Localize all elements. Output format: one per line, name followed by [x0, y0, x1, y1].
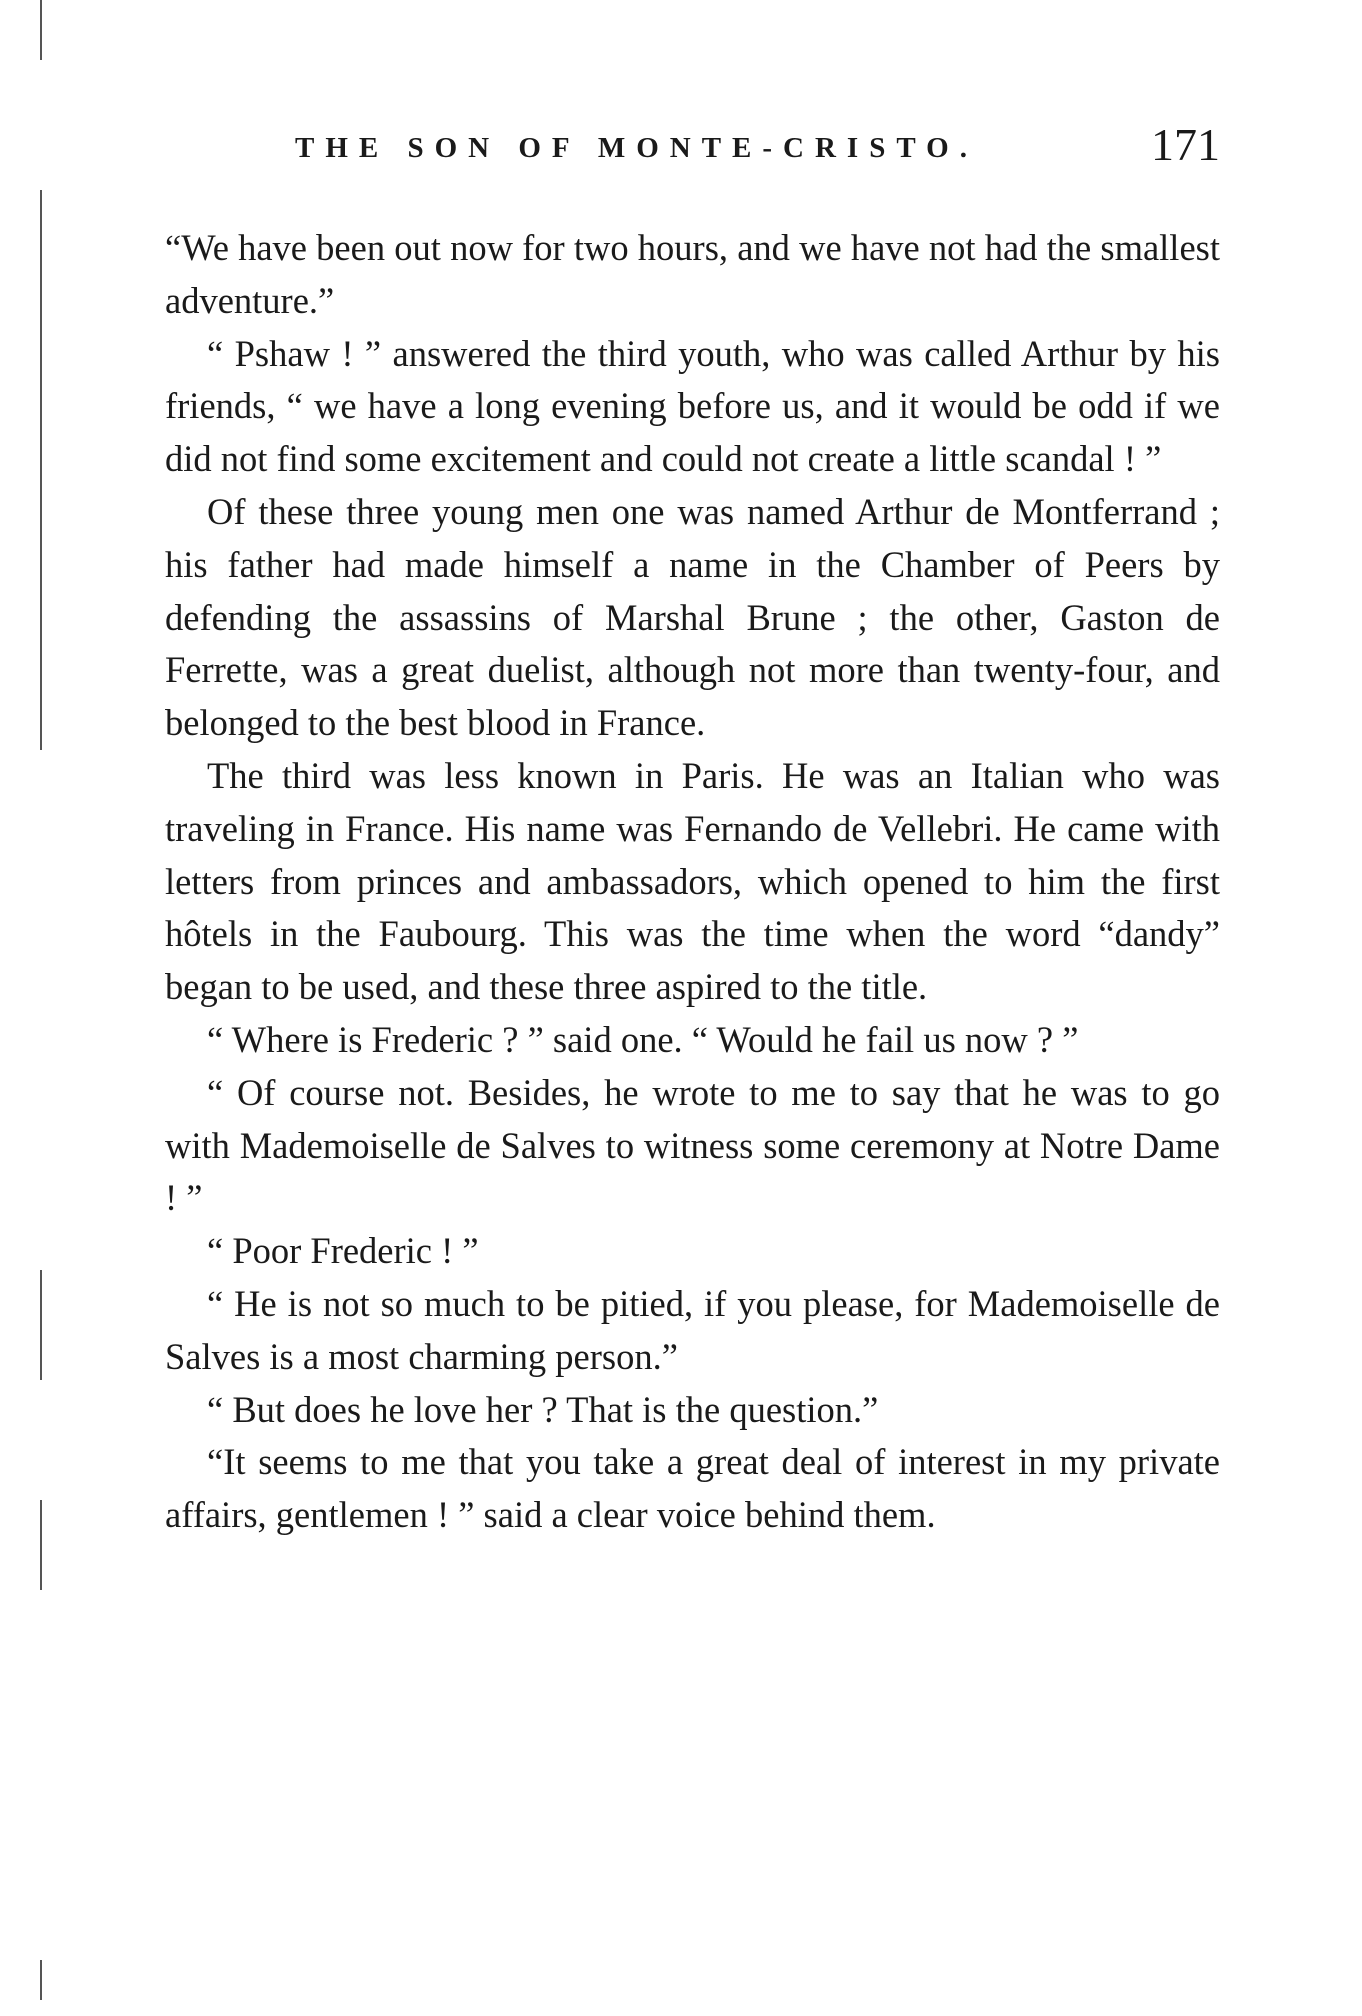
page-header: [165, 118, 1220, 178]
scan-edge-mark: [40, 1270, 42, 1380]
paragraph: The third was less known in Paris. He was an Italian who was traveling in France. His name was Fernando de Vellebri. He came with letters from princes and ambassadors, which opened to him the first hôtels in the Faubourg. This was the time when the word “dandy” began to be used, and these three aspired to the title.: [165, 754, 1220, 1008]
scan-edge-mark: [40, 0, 42, 60]
running-title: THE SON OF MONTE-CRISTO.: [295, 132, 978, 164]
paragraph: “ But does he love her ? That is the question.”: [207, 1388, 879, 1430]
scan-edge-mark: [40, 190, 42, 750]
scan-edge-mark: [40, 1960, 42, 2000]
paragraph: “ Poor Frederic ! ”: [207, 1230, 479, 1272]
paragraph: Of these three young men one was named Arthur de Montferrand ; his father had made himself a name in the Chamber of Peers by defending the assassins of Marshal Brune ; the other, Gaston de Ferrette, was a great duelist, although not more than twenty-four, and belonged to the best blood in France.: [165, 490, 1220, 744]
body-text: [165, 222, 1220, 1542]
paragraph: “ Pshaw ! ” answered the third youth, who was called Arthur by his friends, “ we have a long evening before us, and it would be odd if we did not find some excitement and could not create a little scandal ! ”: [165, 332, 1220, 480]
paragraph: “ He is not so much to be pitied, if you please, for Mademoiselle de Salves is a most charming person.”: [165, 1282, 1220, 1377]
paragraph: “We have been out now for two hours, and we have not had the smallest adventure.”: [165, 227, 1220, 321]
paragraph: “ Where is Frederic ? ” said one. “ Would he fail us now ? ”: [207, 1018, 1079, 1060]
paragraph: “ Of course not. Besides, he wrote to me to say that he was to go with Mademoiselle de Salves to witness some ceremony at Notre Dame ! ”: [165, 1071, 1220, 1219]
paragraph: “It seems to me that you take a great deal of interest in my private affairs, gentlemen ! ” said a clear voice behind them.: [165, 1441, 1220, 1536]
page-number: 171: [1151, 119, 1220, 170]
scan-edge-mark: [40, 1500, 42, 1590]
